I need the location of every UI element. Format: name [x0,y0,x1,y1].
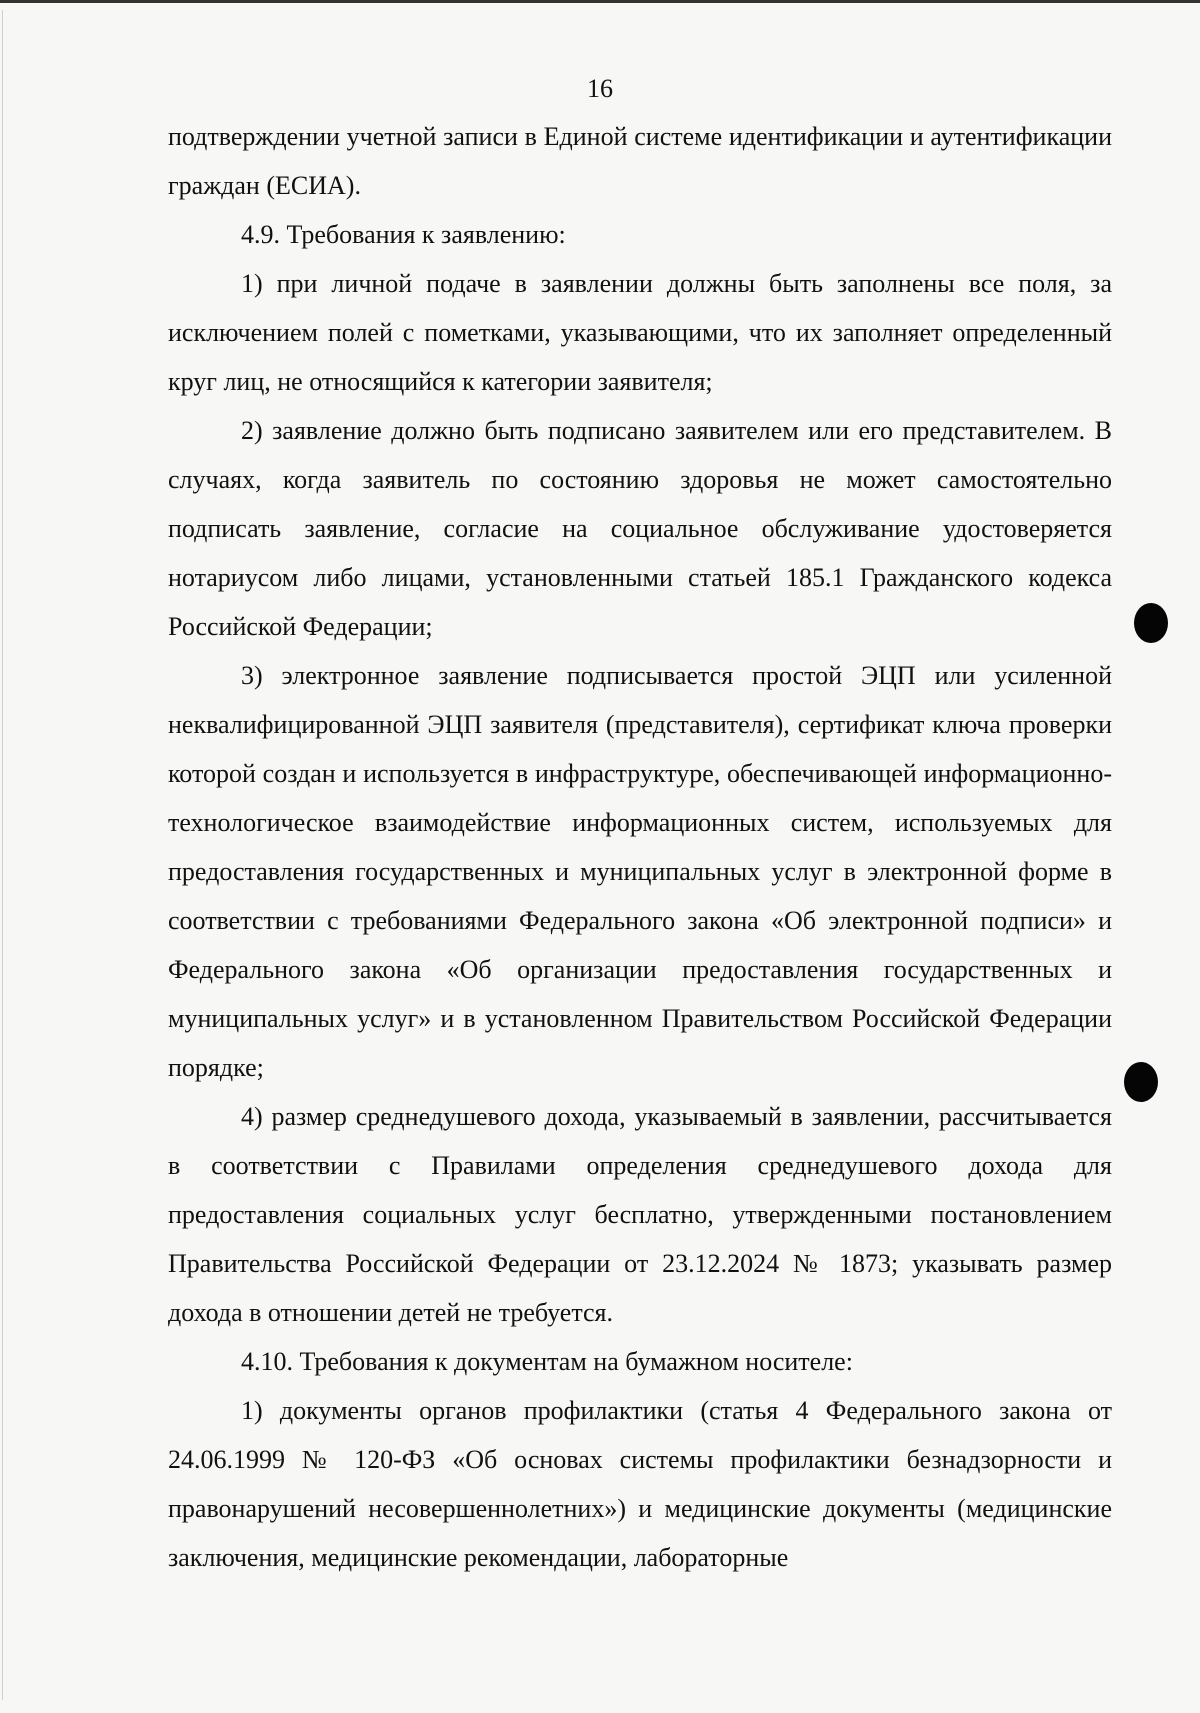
page-number: 16 [587,74,613,103]
scan-top-border [0,0,1200,3]
list-item-2: 2) заявление должно быть подписано заявителем или его представителем. В случаях, когда заявитель по состоянию здоровья не может самостоятельно подписать заявление, согласие на социальное обслуживание удостоверяется нотариусом либо лицами, установленными статьей 185.1 Гражданского кодекса Российской Федерации; [168,416,1112,641]
document-body [168,112,1112,1582]
list-item-1: 1) при личной подаче в заявлении должны быть заполнены все поля, за исключением полей с пометками, указывающими, что их заполняет определенный круг лиц, не относящийся к категории заявителя; [168,269,1112,396]
list-item-1-docs: 1) документы органов профилактики (статья 4 Федерального закона от 24.06.1999 № 120-ФЗ «Об основах системы профилактики безнадзорности и правонарушений несовершеннолетних») и медицинские документы (медицинские заключения, медицинские рекомендации, лабораторные [168,1396,1112,1572]
section-heading-4-9: 4.9. Требования к заявлению: [241,220,566,249]
list-item-4: 4) размер среднедушевого дохода, указываемый в заявлении, рассчитывается в соответствии с Правилами определения среднедушевого дохода для предоставления социальных услуг бесплатно, утвержденными постановлением Правительства Российской Федерации от 23.12.2024 № 1873; указывать размер дохода в отношении детей не требуется. [168,1102,1112,1327]
punch-hole-mark [1124,1062,1158,1102]
list-item-3: 3) электронное заявление подписывается простой ЭЦП или усиленной неквалифицированной ЭЦП заявителя (представителя), сертификат ключа проверки которой создан и используется в инфраструктуре, обеспечивающей информационно-технологическое взаимодействие информационных систем, используемых для предоставления государственных и муниципальных услуг в электронной форме в соответствии с требованиями Федерального закона «Об электронной подписи» и Федерального закона «Об организации предоставления государственных и муниципальных услуг» и в установленном Правительством Российской Федерации порядке; [168,661,1112,1082]
punch-hole-mark [1134,603,1168,643]
section-heading-4-10: 4.10. Требования к документам на бумажном носителе: [241,1347,853,1376]
paragraph-continuation: подтверждении учетной записи в Единой системе идентификации и аутентификации граждан (ЕСИА). [168,122,1112,200]
scan-edge-line [2,10,3,1700]
